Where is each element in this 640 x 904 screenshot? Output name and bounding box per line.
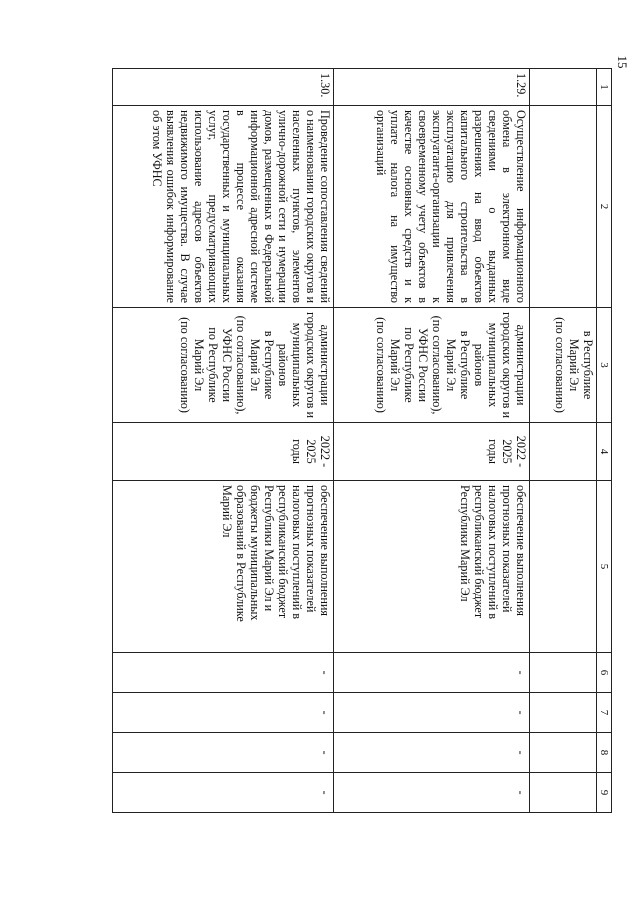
table-row-1-30 [113,69,334,813]
header-col-7: 7 [597,693,612,733]
continuation-row [530,69,597,813]
cell-col-7: - [334,693,530,733]
cell-col-9: - [113,773,334,813]
rotated-table-container [112,68,612,812]
header-col-9: 9 [597,773,612,813]
page-number: 15 [615,55,630,69]
measure-result: обеспечение выполнения прогнозных показателей налоговых поступлений в республиканский бюджет Республики Марий Эл [334,481,530,653]
cell-col-8: - [113,733,334,773]
row-number: 1.30. [113,69,334,106]
row-number: 1.29. [334,69,530,106]
measure-period: 2022 - 2025 годы [334,423,530,481]
measures-table [112,68,612,813]
header-col-4: 4 [597,423,612,481]
header-col-5: 5 [597,481,612,653]
cell-col-6: - [113,653,334,693]
measure-description: Проведение сопоставления сведений о наименовании городских округов и населенных пунктов, элементов улично-дорожной сети и нумерации домов, размещенных в Федеральной информационной адресной системе в процессе оказания государственных и муниципальных услуг, предусматривающих использование адресов объектов недвижимого имущества. В случае выявления ошибок информирование об этом УФНС [113,106,334,308]
measure-result: обеспечение выполнения прогнозных показателей налоговых поступлений в республиканский бюджет Республики Марий Эл и бюджеты муниципальных образований в Республике Марий Эл [113,481,334,653]
cell-col-6: - [334,653,530,693]
measure-description: Осуществление информационного обмена в электронном виде сведениями о выданных разрешениях на ввод объектов капитального строительства в эксплуатацию для привлечения эксплуатанта-организации к своевременному учету объектов в качестве основных средств и к уплате налога на имущество организаций [334,106,530,308]
header-col-1: 1 [597,69,612,106]
cell-col-8: - [334,733,530,773]
measure-executors: администрации городских округов и муниципальных районов в Республике Марий Эл (по согласованию), УФНС России по Республике Марий Эл (по согласованию) [113,308,334,423]
header-col-2: 2 [597,106,612,308]
measure-executors: администрации городских округов и муниципальных районов в Республике Марий Эл (по согласованию), УФНС России по Республике Марий Эл (по согласованию) [334,308,530,423]
table-row-1-29 [334,69,530,813]
header-col-6: 6 [597,653,612,693]
measure-period: 2022 - 2025 годы [113,423,334,481]
cell-col-7: - [113,693,334,733]
header-col-8: 8 [597,733,612,773]
column-number-row [597,69,612,813]
header-col-3: 3 [597,308,612,423]
cell-col-9: - [334,773,530,813]
continuation-executors: в Республике Марий Эл (по согласованию) [530,308,597,423]
